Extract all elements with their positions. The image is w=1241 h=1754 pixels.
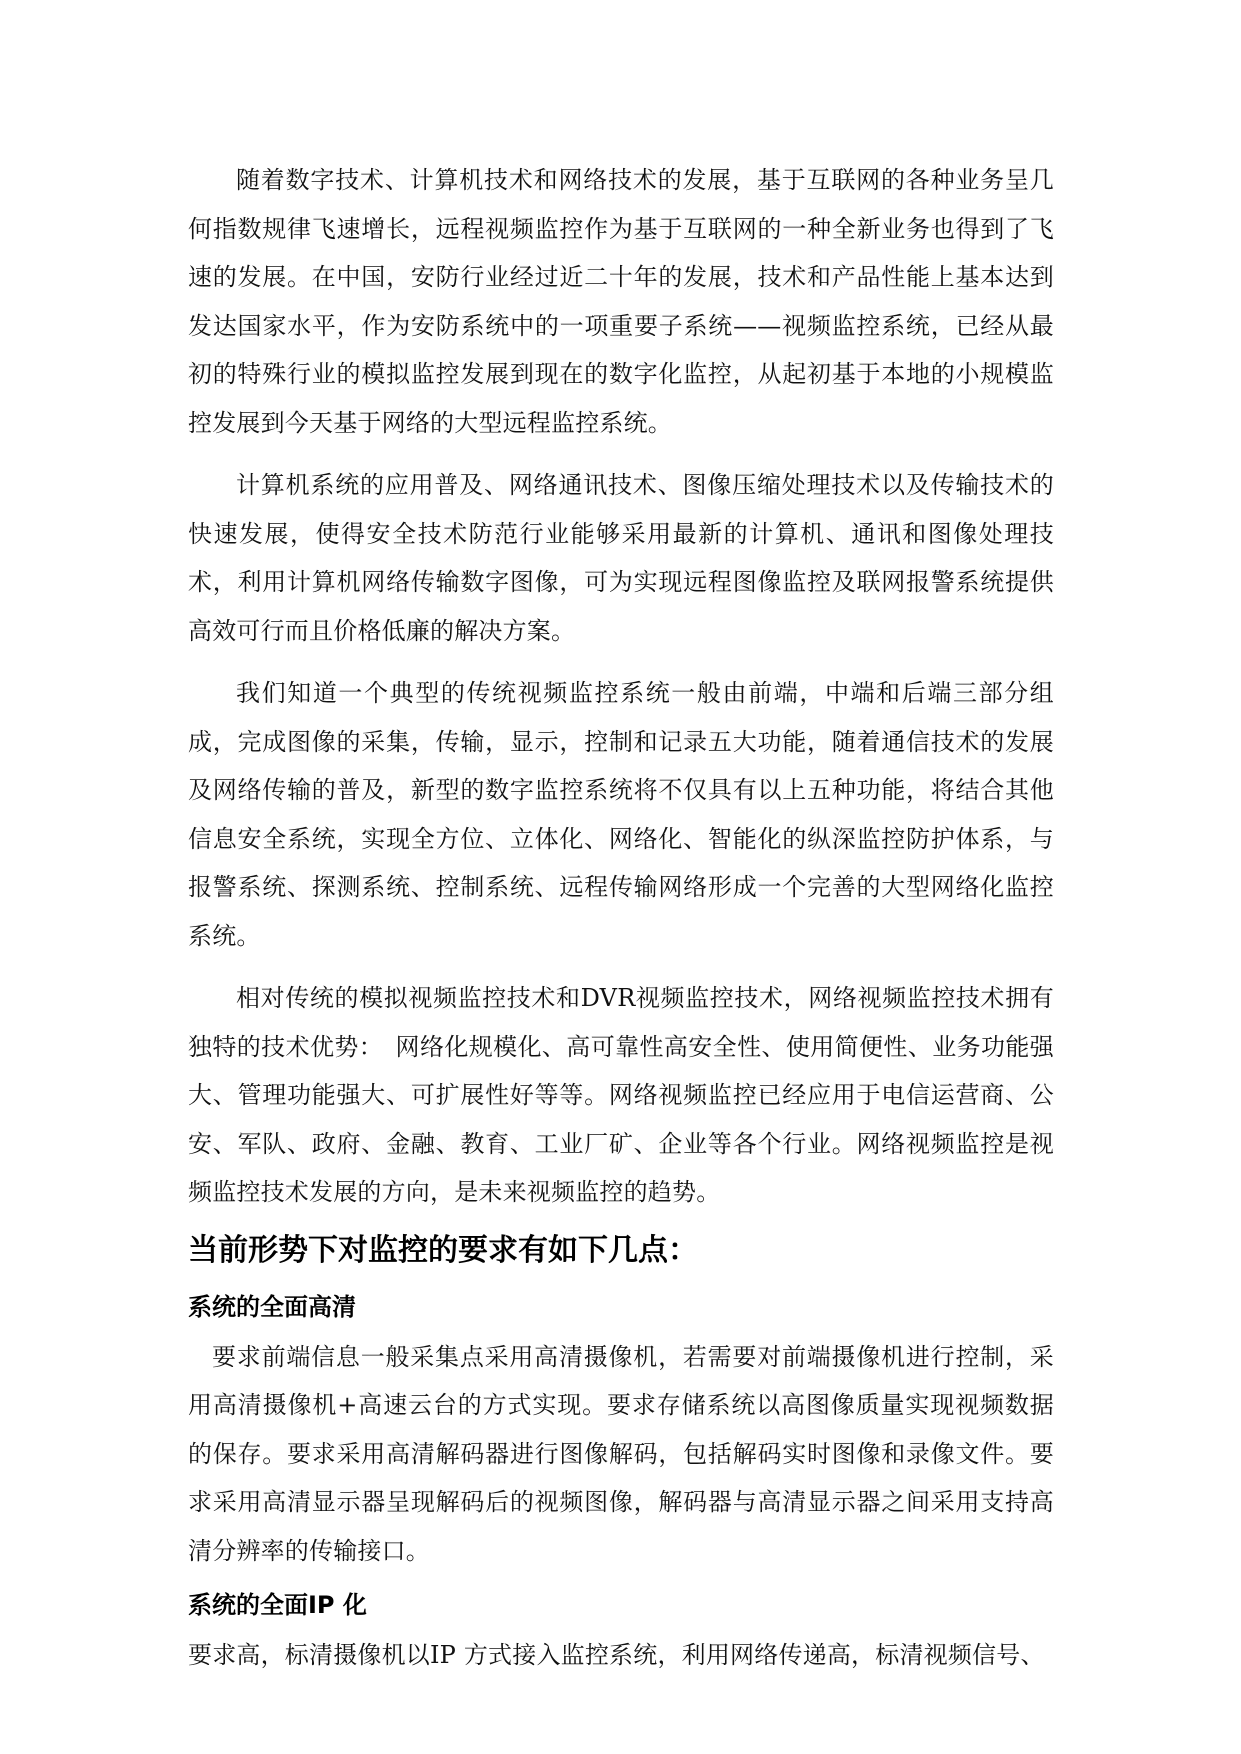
document-body bbox=[188, 156, 1054, 1694]
intro-paragraph-2: 计算机系统的应用普及、网络通讯技术、图像压缩处理技术以及传输技术的快速发展，使得安全技术防范行业能够采用最新的计算机、通讯和图像处理技术，利用计算机网络传输数字图像，可为实现远程图像监控及联网报警系统提供高效可行而且价格低廉的解决方案。 bbox=[188, 471, 1054, 645]
subsection-ip-paragraph: 要求高，标清摄像机以IP 方式接入监控系统，利用网络传递高，标清视频信号、 bbox=[188, 1641, 1045, 1669]
section-heading-requirements: 当前形势下对监控的要求有如下几点： bbox=[188, 1232, 698, 1268]
subsection-hd-paragraph: 要求前端信息一般采集点采用高清摄像机，若需要对前端摄像机进行控制，采用高清摄像机+高速云台的方式实现。要求存储系统以高图像质量实现视频数据的保存。要求采用高清解码器进行图像解码，包括解码实时图像和录像文件。要求采用高清显示器呈现解码后的视频图像，解码器与高清显示器之间采用支持高清分辨率的传输接口。 bbox=[188, 1342, 1054, 1565]
intro-paragraph-1: 随着数字技术、计算机技术和网络技术的发展，基于互联网的各种业务呈几何指数规律飞速增长，远程视频监控作为基于互联网的一种全新业务也得到了飞速的发展。在中国，安防行业经过近二十年的发展，技术和产品性能上基本达到发达国家水平，作为安防系统中的一项重要子系统——视频监控系统，已经从最初的特殊行业的模拟监控发展到现在的数字化监控，从起初基于本地的小规模监控发展到今天基于网络的大型远程监控系统。 bbox=[188, 166, 1054, 437]
intro-paragraph-4: 相对传统的模拟视频监控技术和DVR视频监控技术，网络视频监控技术拥有独特的技术优势： 网络化规模化、高可靠性高安全性、使用简便性、业务功能强大、管理功能强大、可扩展性好等等。网络视频监控已经应用于电信运营商、公安、军队、政府、金融、教育、工业厂矿、企业等各个行业。网络视频监控是视频监控技术发展的方向，是未来视频监控的趋势。 bbox=[188, 984, 1054, 1206]
subsection-heading-hd: 系统的全面高清 bbox=[188, 1292, 356, 1321]
subsection-heading-ip: 系统的全面IP 化 bbox=[188, 1591, 367, 1619]
intro-paragraph-3: 我们知道一个典型的传统视频监控系统一般由前端，中端和后端三部分组成，完成图像的采集，传输，显示，控制和记录五大功能，随着通信技术的发展及网络传输的普及，新型的数字监控系统将不仅具有以上五种功能，将结合其他信息安全系统，实现全方位、立体化、网络化、智能化的纵深监控防护体系，与报警系统、探测系统、控制系统、远程传输网络形成一个完善的大型网络化监控系统。 bbox=[188, 679, 1054, 950]
